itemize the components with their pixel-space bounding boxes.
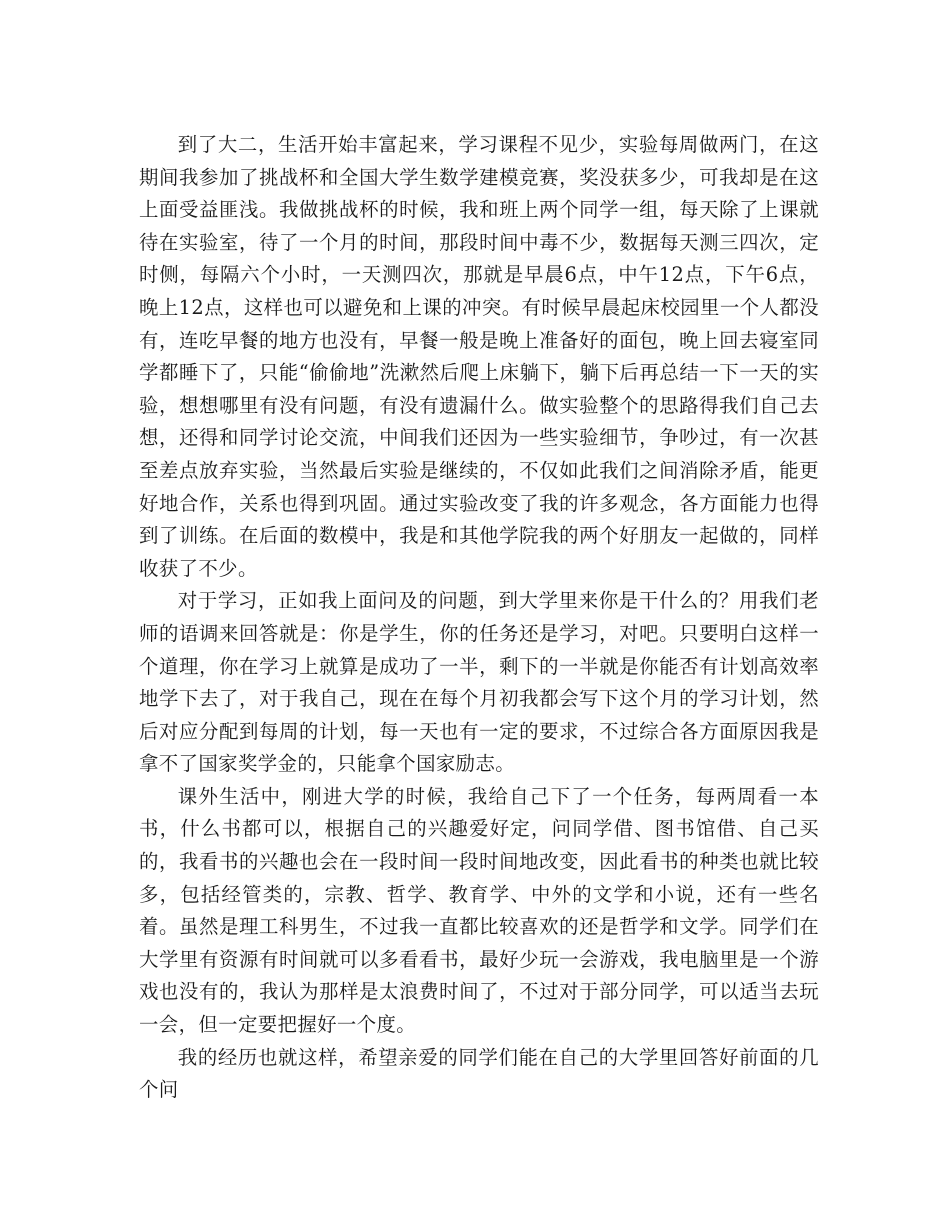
paragraph-study: 对于学习，正如我上面问及的问题，到大学里来你是干什么的？用我们老师的语调来回答就是：你是学生，你的任务还是学习，对吧。只要明白这样一个道理，你在学习上就算是成功了一半，剩下的一半就是你能否有计划高效率地学下去了，对于我自己，现在在每个月初我都会写下这个月的学习计划，然后对应分配到每周的计划，每一天也有一定的要求，不过综合各方面原因我是拿不了国家奖学金的，只能拿个国家励志。 [139,589,819,776]
paragraph-sophomore-year: 到了大二，生活开始丰富起来，学习课程不见少，实验每周做两门，在这期间我参加了挑战杯和全国大学生数学建模竞赛，奖没获多少，可我却是在这上面受益匪浅。我做挑战杯的时候，我和班上两个同学一组，每天除了上课就待在实验室，待了一个月的时间，那段时间中毒不少，数据每天测三四次，定时侧，每隔六个小时，一天测四次，那就是早晨6点，中午12点，下午6点，晚上12点，这样也可以避免和上课的冲突。有时候早晨起床校园里一个人都没有，连吃早餐的地方也没有，早餐一般是晚上准备好的面包，晚上回去寝室同学都睡下了，只能“偷偷地”洗漱然后爬上床躺下，躺下后再总结一下一天的实验，想想哪里有没有问题，有没有遗漏什么。做实验整个的思路得我们自己去想，还得和同学讨论交流，中间我们还因为一些实验细节，争吵过，有一次甚至差点放弃实验，当然最后实验是继续的，不仅如此我们之间消除矛盾，能更好地合作，关系也得到巩固。通过实验改变了我的许多观念，各方面能力也得到了训练。在后面的数模中，我是和其他学院我的两个好朋友一起做的，同样收获了不少。 [139,133,819,580]
paragraph-closing: 我的经历也就这样，希望亲爱的同学们能在自己的大学里回答好前面的几个问 [139,1045,819,1102]
document-body [139,129,819,1107]
paragraph-extracurricular: 课外生活中，刚进大学的时候，我给自己下了一个任务，每两周看一本书，什么书都可以，根据自己的兴趣爱好定，问同学借、图书馆借、自己买的，我看书的兴趣也会在一段时间一段时间地改变，因此看书的种类也就比较多，包括经管类的，宗教、哲学、教育学、中外的文学和小说，还有一些名着。虽然是理工科男生，不过我一直都比较喜欢的还是哲学和文学。同学们在大学里有资源有时间就可以多看看书，最好少玩一会游戏，我电脑里是一个游戏也没有的，我认为那样是太浪费时间了，不过对于部分同学，可以适当去玩一会，但一定要把握好一个度。 [139,784,819,1037]
